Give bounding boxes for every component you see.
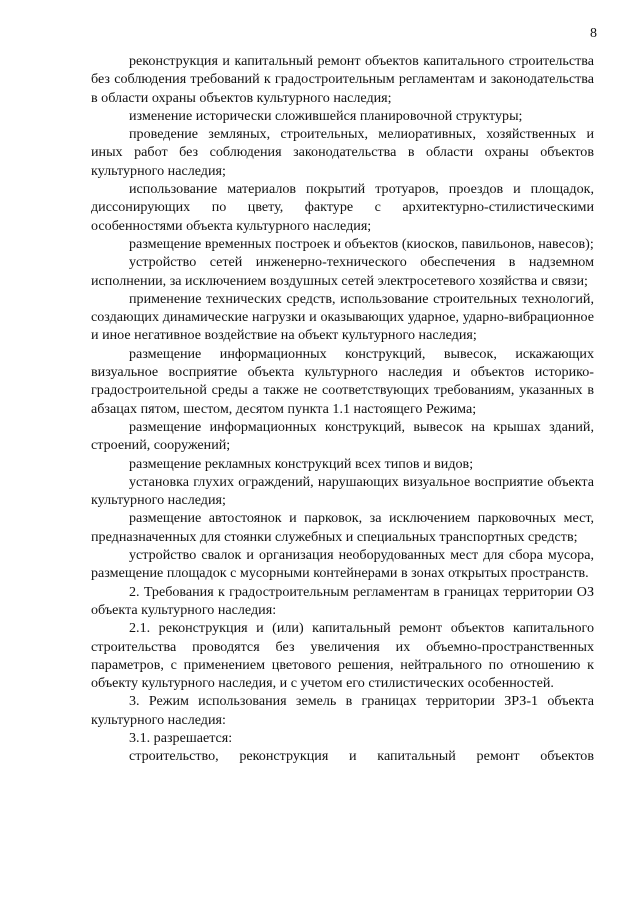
paragraph-15: 2.1. реконструкция и (или) капитальный ремонт объектов капитального строительства проводятся без увеличения их объемно-пространственных параметров, с применением цветового решения, нейтрального по отношению к объекту культурного наследия, и с учетом его стилистических особенностей.	[91, 620, 594, 692]
paragraph-10: размещение рекламных конструкций всех типов и видов;	[129, 455, 474, 472]
paragraph-5: размещение временных построек и объектов (киосков, павильонов, навесов);	[129, 235, 594, 252]
body-text	[91, 52, 594, 766]
paragraph-4: использование материалов покрытий тротуаров, проездов и площадок, диссонирующих по цвету, фактуре с архитектурно-стилистическими особенностями объекта культурного наследия;	[91, 181, 594, 234]
paragraph-6: устройство сетей инженерно-технического обеспечения в надземном исполнении, за исключением воздушных сетей электросетевого хозяйства и связи;	[91, 254, 594, 289]
paragraph-8: размещение информационных конструкций, вывесок, искажающих визуальное восприятие объекта культурного наследия и объектов историко-градостроительной среды а также не соответствующих требованиям, указанных в абзацах пятом, шестом, десятом пункта 1.1 настоящего Режима;	[91, 345, 594, 417]
paragraph-9: размещение информационных конструкций, вывесок на крышах зданий, строений, сооружений;	[91, 418, 594, 454]
paragraph-17: 3.1. разрешается:	[129, 729, 233, 746]
paragraph-3: проведение земляных, строительных, мелиоративных, хозяйственных и иных работ без соблюдения законодательства в области охраны объектов культурного наследия;	[91, 126, 594, 179]
paragraph-13: устройство свалок и организация необорудованных мест для сбора мусора, размещение площадок с мусорными контейнерами в зонах открытых пространств.	[91, 547, 594, 582]
page-number: 8	[590, 26, 597, 41]
paragraph-1: реконструкция и капитальный ремонт объектов капитального строительства без соблюдения требований к градостроительным регламентам и законодательства в области охраны объектов культурного наследия;	[91, 53, 594, 106]
paragraph-16: 3. Режим использования земель в границах территории ЗРЗ-1 объекта культурного наследия:	[91, 693, 594, 728]
paragraph-11: установка глухих ограждений, нарушающих визуальное восприятие объекта культурного наследия;	[91, 473, 594, 509]
paragraph-7: применение технических средств, использование строительных технологий, создающих динамические нагрузки и оказывающих ударное, ударно-вибрационное и иное негативное воздействие на объект культурного наследия;	[91, 290, 594, 344]
paragraph-18: строительство, реконструкция и капитальный ремонт объектов	[129, 748, 594, 765]
paragraph-12: размещение автостоянок и парковок, за исключением парковочных мест, предназначенных для стоянки служебных и специальных транспортных средств;	[91, 510, 594, 545]
paragraph-14: 2. Требования к градостроительным регламентам в границах территории ОЗ объекта культурного наследия:	[91, 583, 594, 618]
paragraph-2: изменение исторически сложившейся планировочной структуры;	[129, 107, 523, 124]
